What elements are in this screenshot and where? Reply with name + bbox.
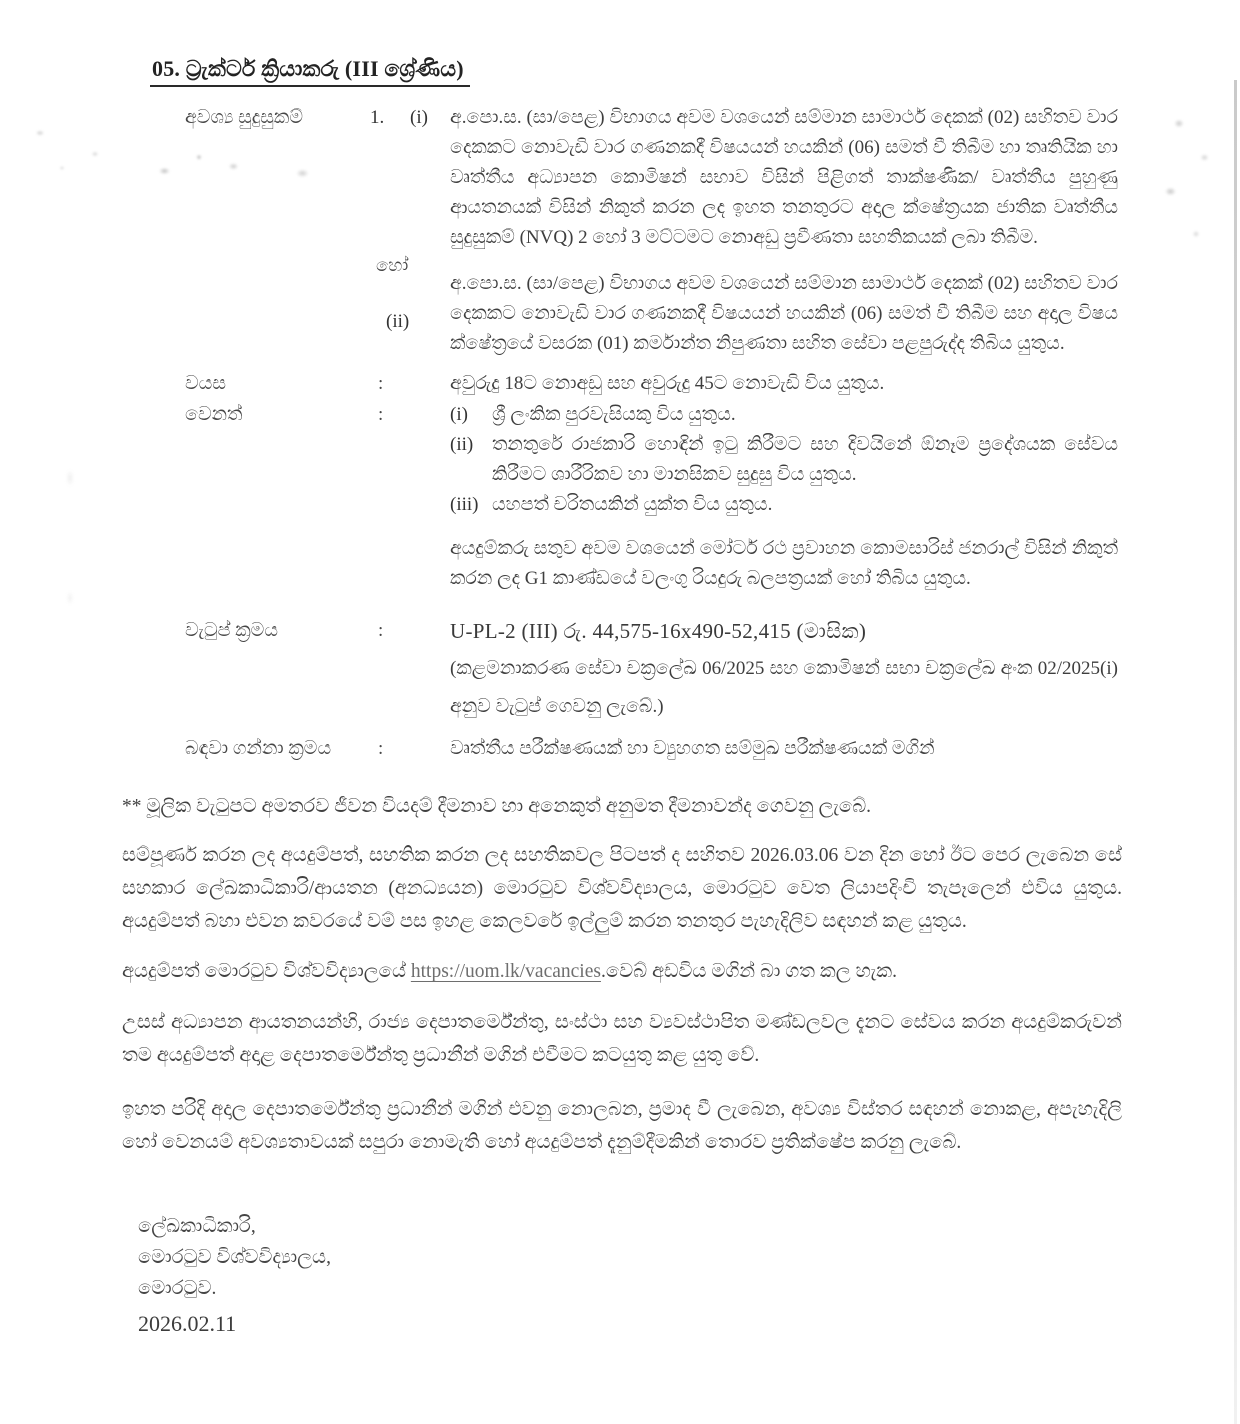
- other-colon: :: [378, 404, 384, 425]
- or-word: හෝ: [376, 255, 409, 275]
- spacer: [410, 734, 450, 764]
- scan-noise: [18, 112, 128, 182]
- spacer: [410, 400, 450, 520]
- salary-text: [450, 612, 1118, 726]
- current-employees-paragraph: උසස් අධ්‍යාපන ආයතනයන්හි, රාජ්‍ය දෙපාතර්මේන්තු, සංස්ථා සහ ව්‍යවස්ථාපිත මණ්ඩලවල දැනට සේවය කරන අයදුම්කරුවන් තම අයදුම්පත් අදාළ දෙපාතර්මේන්තු ප්‍රධානීන් මගින් එවීමට කටයුතු කළ යුතු වේ.: [122, 1012, 1122, 1066]
- other-item-2-marker: (ii): [450, 434, 474, 455]
- other-item-1: [450, 400, 1118, 430]
- age-label: වයස: [185, 373, 226, 394]
- other-item-2-text: තනතුරේ රාජකාරි හොඳින් ඉටු කිරීමට සහ දිවයිනේ ඕනෑම ප්‍රදේශයක සේවය කිරීමට ශාරීරිකව හා මානසිකව සුදුසු විය යුතුය.: [492, 434, 1118, 485]
- other-item-3-text: යහපත් චරිතයකින් යුක්ත විය යුතුය.: [492, 494, 773, 515]
- recruitment-row: [150, 734, 1118, 764]
- website-text-suffix: .වෙබ් අඩවිය මගින් බා ගත කල හැක.: [600, 961, 897, 982]
- submission-paragraph: සම්පූර්ණ කරන ලද අයදුම්පත්, සහතික කරන ලද සහතිකවල පිටපත් ද සහිතව 2026.03.06 වන දින හෝ ඊට පෙර ලැබෙන සේ සහකාර ලේඛකාධිකාරි/ආයතන (අනධ්‍යයන) මොරටුව විශ්වවිද්‍යාලය, මොරටුව වෙත ලියාපදිංචි තැපෑලෙන් එවිය යුතුය. අයදුම්පත් බහා එවන කවරයේ වම් පස ඉහළ කෙලවරේ ඉල්ලුම් කරන තනතුර පැහැදිලිව සඳහන් කළ යුතුය.: [122, 845, 1122, 932]
- other-label: වෙනත්: [185, 404, 243, 425]
- age-row: [150, 369, 1118, 399]
- license-row: [150, 534, 1118, 594]
- signatory-city: මොරටුව.: [138, 1278, 217, 1299]
- signatory-title: ලේඛකාධිකාරි,: [138, 1216, 256, 1237]
- page-title: 05. ට්‍රැක්ටර් ක්‍රියාකරු (III ශ්‍රේණිය): [150, 56, 470, 87]
- other-item-2: [450, 430, 1118, 490]
- license-note-text: අයදුම්කරු සතුව අවම වශයෙන් මෝටර් රථ ප්‍රවාහන කොමසාරිස් ජනරාල් විසින් නිකුත් කරන ලද G1 කාණ්ඩයේ වලංගු රියදුරු බලපත්‍රයක් හෝ තිබිය යුතුය.: [450, 538, 1118, 589]
- signatory-institution: මොරටුව විශ්වවිද්‍යාලය,: [138, 1247, 331, 1268]
- age-colon: :: [378, 373, 384, 394]
- qualification-i-marker: (i): [410, 107, 428, 128]
- other-item-1-text: ශ්‍රී ලංකික පුරවැසියකු විය යුතුය.: [492, 404, 736, 425]
- rejection-paragraph: ඉහත පරිදි අදාල දෙපාතර්මේන්තු ප්‍රධානීන් මගින් එවනු නොලබන, ප්‍රමාද වී ලැබෙන, අවශ්‍ය විස්තර සඳහන් නොකළ, අපැහැදිලි හෝ වෙනයම් අවශ්‍යතාවයක් සපුරා නොමැති හෝ අයදුම්පත් දැනුම්දීමකින් තොරව ප්‍රතික්ෂේප කරනු ලැබේ.: [122, 1099, 1122, 1153]
- other-row: [150, 400, 1118, 520]
- recruitment-colon: :: [378, 738, 384, 759]
- qualifications-row: [150, 103, 1118, 253]
- other-item-3-marker: (iii): [450, 494, 479, 515]
- age-text: අවුරුදු 18ට නොඅඩු සහ අවුරුදු 45ට නොවැඩි විය යුතුය.: [450, 373, 885, 394]
- spacer: [370, 534, 410, 594]
- notice-date: 2026.02.11: [138, 1311, 237, 1336]
- salary-row: [150, 612, 1118, 726]
- or-marker-column: [370, 255, 450, 359]
- notes-section: [122, 790, 1122, 1159]
- spacer: [410, 369, 450, 399]
- website-text-prefix: අයදුම්පත් මොරටුව විශ්වවිද්‍යාලයේ: [122, 961, 411, 982]
- qualification-ii-text: අ.පො.ස. (සා/පෙළ) විභාගය අවම වශයෙන් සම්මාන සාමාර්ථ දෙකක් (02) සහිතව වාර දෙකකට නොවැඩි වාර ගණනකදී විෂයයන් හයකින් (06) සමත් වී තිබීම සහ අදාල විෂය ක්ෂේත්‍රයේ වසරක (01) කර්මාන්ත නිපුණතා සහිත සේවා පළපුරුද්ද තිබිය යුතුය.: [450, 273, 1118, 354]
- qualifications-label: අවශ්‍ය සුදුසුකම්: [185, 107, 303, 128]
- other-item-1-marker: (i): [450, 404, 468, 425]
- spacer: [150, 534, 370, 594]
- qualification-ii-marker: (ii): [386, 311, 410, 332]
- scan-noise: [1145, 98, 1230, 268]
- spacer: [150, 259, 370, 359]
- salary-scale: U-PL-2 (III) රු. 44,575-16x490-52,415 (මාසික): [450, 619, 867, 643]
- salary-colon: :: [378, 620, 384, 641]
- qualification-i-text: අ.පො.ස. (සා/පෙළ) විභාගය අවම වශයෙන් සම්මාන සාමාර්ථ දෙකක් (02) සහිතව වාර දෙකකට නොවැඩි වාර ගණනකදී විෂයයන් හයකින් (06) සමත් වී තිබීම හා තෘතියික හා වෘත්තීය අධ්‍යාපන කොමිෂන් සභාව විසින් පිළිගත් තාක්ෂණික/ වෘත්තීය පුහුණු ආයතනයක් විසින් නිකුත් කරන ලද ඉහත තනතුරට අදාල ක්ෂේත්‍රයක ජාතික වෘත්තීය සුදුසුකම් (NVQ) 2 හෝ 3 මට්ටමට නොඅඩු ප්‍රවීණතා සහතිකයක් ලබා තිබීම.: [450, 107, 1118, 248]
- signature-block: [138, 1211, 1240, 1339]
- vacancies-link[interactable]: https://uom.lk/vacancies: [410, 961, 601, 982]
- allowance-note: ** මූලික වැටුපට අමතරව ජීවන වියදම් දීමනාව හා අනෙකුත් අනුමත දීමනාවන්ද ගෙවනු ලැබේ.: [122, 796, 872, 817]
- other-item-3: [450, 490, 1118, 520]
- website-paragraph: [122, 955, 1122, 988]
- scan-noise: [40, 430, 100, 670]
- spacer: [410, 612, 450, 726]
- qualifications-or-row: [150, 255, 1118, 359]
- other-items: [450, 400, 1118, 520]
- salary-label: වැටුප් ක්‍රමය: [185, 620, 278, 641]
- recruitment-label: බඳවා ගන්නා ක්‍රමය: [185, 738, 332, 759]
- salary-circular: (කළමනාකරණ සේවා චක්‍රලේඛ 06/2025 සහ කොමිෂන් සභා චක්‍රලේඛ අංක 02/2025(i) අනුව වැටුප් ගෙවනු ලැබේ.): [450, 658, 1118, 717]
- qualifications-number: 1.: [370, 107, 385, 128]
- spacer: [410, 534, 450, 594]
- scan-edge-line: [1234, 80, 1237, 1424]
- recruitment-text: වෘත්තීය පරීක්ෂණයක් හා ව්‍යුහගත සම්මුඛ පරීක්ෂණයක් මගින්: [450, 738, 935, 759]
